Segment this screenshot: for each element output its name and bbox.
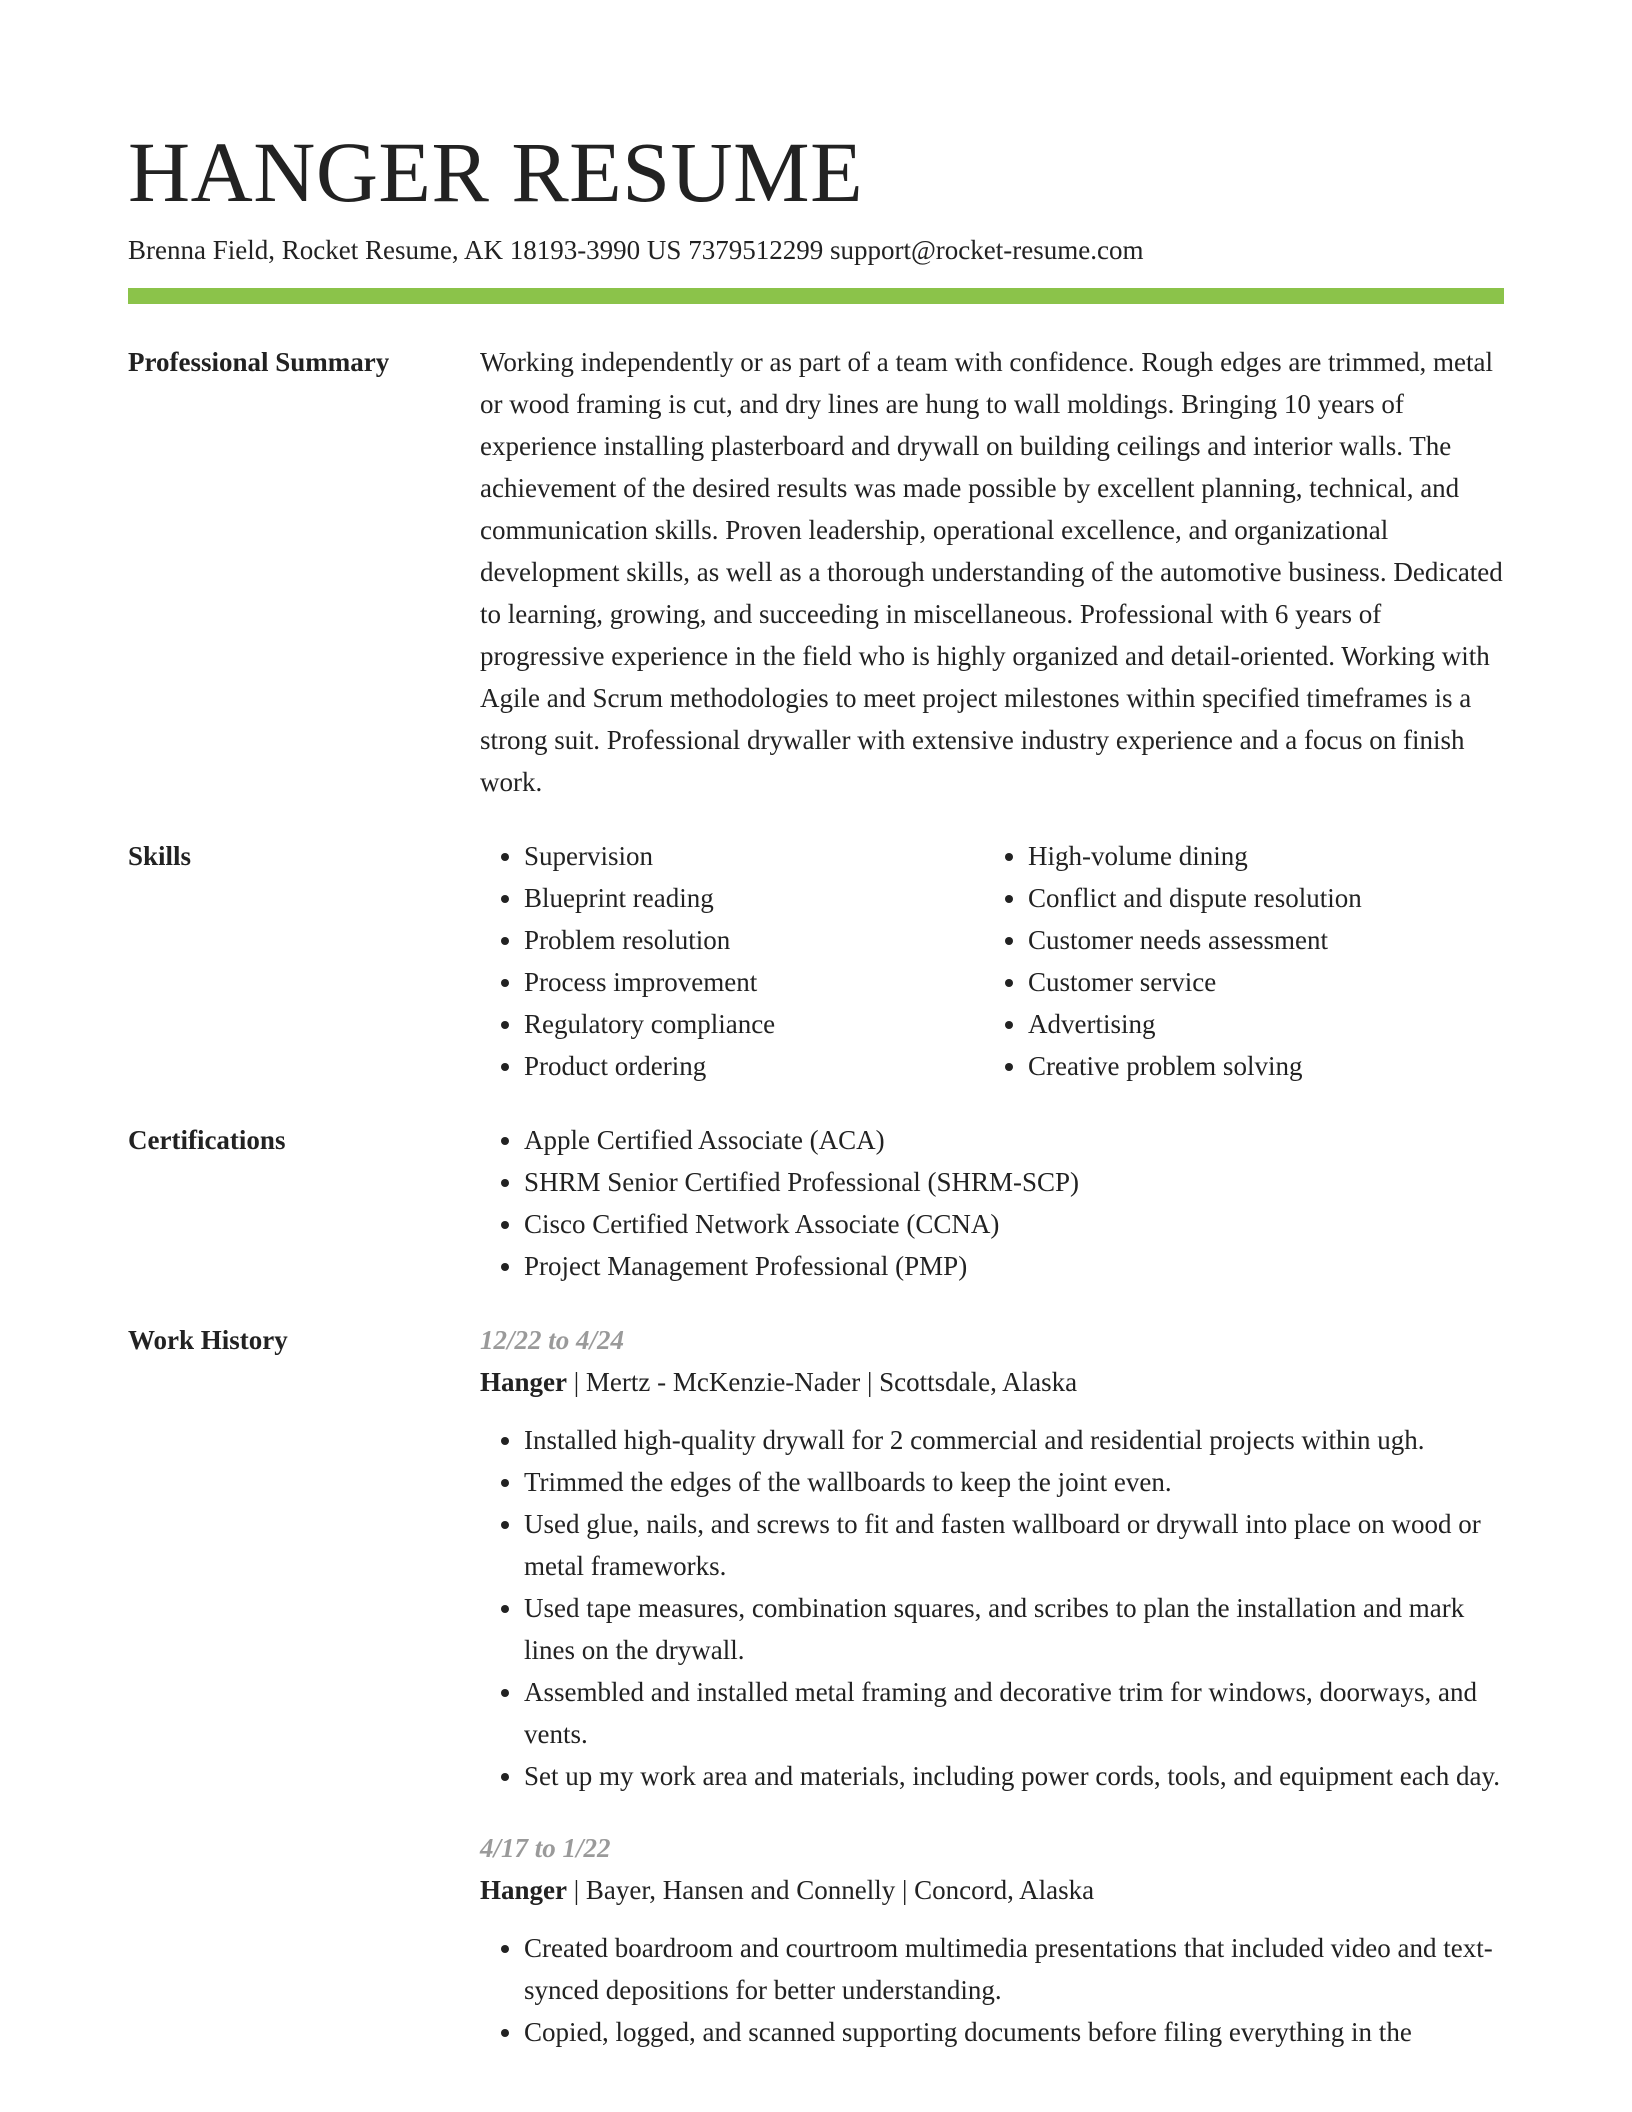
job-bullet: • Trimmed the edges of the wallboards to keep the joint even.	[524, 1461, 1504, 1503]
job-entry	[480, 1319, 1504, 1797]
resume-page	[128, 122, 1504, 2053]
skill-item: • Problem resolution	[524, 919, 984, 961]
job-heading	[480, 1869, 1504, 1911]
job-bullet: • Installed high-quality drywall for 2 commercial and residential projects within ugh.	[524, 1419, 1504, 1461]
skill-item: • Product ordering	[524, 1045, 984, 1087]
skills-list-right	[984, 835, 1488, 1087]
summary-body	[480, 341, 1504, 803]
certifications-body	[480, 1119, 1504, 1287]
certification-item: • Apple Certified Associate (ACA)	[524, 1119, 1504, 1161]
skill-item: • Advertising	[1028, 1003, 1488, 1045]
certifications-heading: Certifications	[128, 1125, 286, 1155]
job-entry	[480, 1827, 1504, 2053]
skill-item: • Customer needs assessment	[1028, 919, 1488, 961]
certifications-list	[480, 1119, 1504, 1287]
skills-column-left	[480, 835, 984, 1087]
skill-item: • Blueprint reading	[524, 877, 984, 919]
skills-grid	[480, 835, 1504, 1087]
job-bullet: • Created boardroom and courtroom multimedia presentations that included video and text-synced depositions for better understanding.	[524, 1927, 1504, 2011]
skill-item: • Creative problem solving	[1028, 1045, 1488, 1087]
resume-title: HANGER RESUME	[128, 124, 864, 220]
job-title: Hanger	[480, 1875, 567, 1905]
skills-list-left	[480, 835, 984, 1087]
skill-item: • High-volume dining	[1028, 835, 1488, 877]
certification-item: • SHRM Senior Certified Professional (SHRM-SCP)	[524, 1161, 1504, 1203]
work-history-heading: Work History	[128, 1325, 288, 1355]
job-dates: 4/17 to 1/22	[480, 1833, 611, 1863]
summary-text: Working independently or as part of a team with confidence. Rough edges are trimmed, metal or wood framing is cut, and dry lines are hung to wall moldings. Bringing 10 years of experience installing plasterboard and drywall on building ceilings and interior walls. The achievement of the desired results was made possible by excellent planning, technical, and communication skills. Proven leadership, operational excellence, and organizational development skills, as well as a thorough understanding of the automotive business. Dedicated to learning, growing, and succeeding in miscellaneous. Professional with 6 years of progressive experience in the field who is highly organized and detail-oriented. Working with Agile and Scrum methodologies to meet project milestones within specified timeframes is a strong suit. Professional drywaller with extensive industry experience and a focus on finish work.	[480, 347, 1503, 797]
contact-line: Brenna Field, Rocket Resume, AK 18193-3990 US 7379512299 support@rocket-resume.com	[128, 235, 1144, 265]
job-bullet: • Used tape measures, combination squares, and scribes to plan the installation and mark lines on the drywall.	[524, 1587, 1504, 1671]
skill-item: • Supervision	[524, 835, 984, 877]
work-history-body	[480, 1319, 1504, 2053]
job-bullets	[480, 1927, 1504, 2053]
job-employer-location: | Mertz - McKenzie-Nader | Scottsdale, Alaska	[567, 1367, 1078, 1397]
summary-heading: Professional Summary	[128, 347, 390, 377]
header-divider	[128, 288, 1504, 304]
job-bullet: • Set up my work area and materials, including power cords, tools, and equipment each day.	[524, 1755, 1504, 1797]
job-bullet: • Copied, logged, and scanned supporting documents before filing everything in the	[524, 2011, 1504, 2053]
certification-item: • Cisco Certified Network Associate (CCNA)	[524, 1203, 1504, 1245]
skill-item: • Customer service	[1028, 961, 1488, 1003]
skills-heading: Skills	[128, 841, 192, 871]
job-title: Hanger	[480, 1367, 567, 1397]
job-bullets	[480, 1419, 1504, 1797]
skill-item: • Conflict and dispute resolution	[1028, 877, 1488, 919]
skills-column-right	[984, 835, 1488, 1087]
job-bullet: • Used glue, nails, and screws to fit and fasten wallboard or drywall into place on wood or metal frameworks.	[524, 1503, 1504, 1587]
job-dates: 12/22 to 4/24	[480, 1325, 625, 1355]
skill-item: • Process improvement	[524, 961, 984, 1003]
job-heading	[480, 1361, 1504, 1403]
job-bullet: • Assembled and installed metal framing and decorative trim for windows, doorways, and vents.	[524, 1671, 1504, 1755]
summary-section	[128, 341, 1504, 803]
certification-item: • Project Management Professional (PMP)	[524, 1245, 1504, 1287]
work-history-section	[128, 1319, 1504, 2053]
job-employer-location: | Bayer, Hansen and Connelly | Concord, Alaska	[567, 1875, 1095, 1905]
certifications-section	[128, 1119, 1504, 1287]
skills-section	[128, 835, 1504, 1087]
skills-body	[480, 835, 1504, 1087]
skill-item: • Regulatory compliance	[524, 1003, 984, 1045]
